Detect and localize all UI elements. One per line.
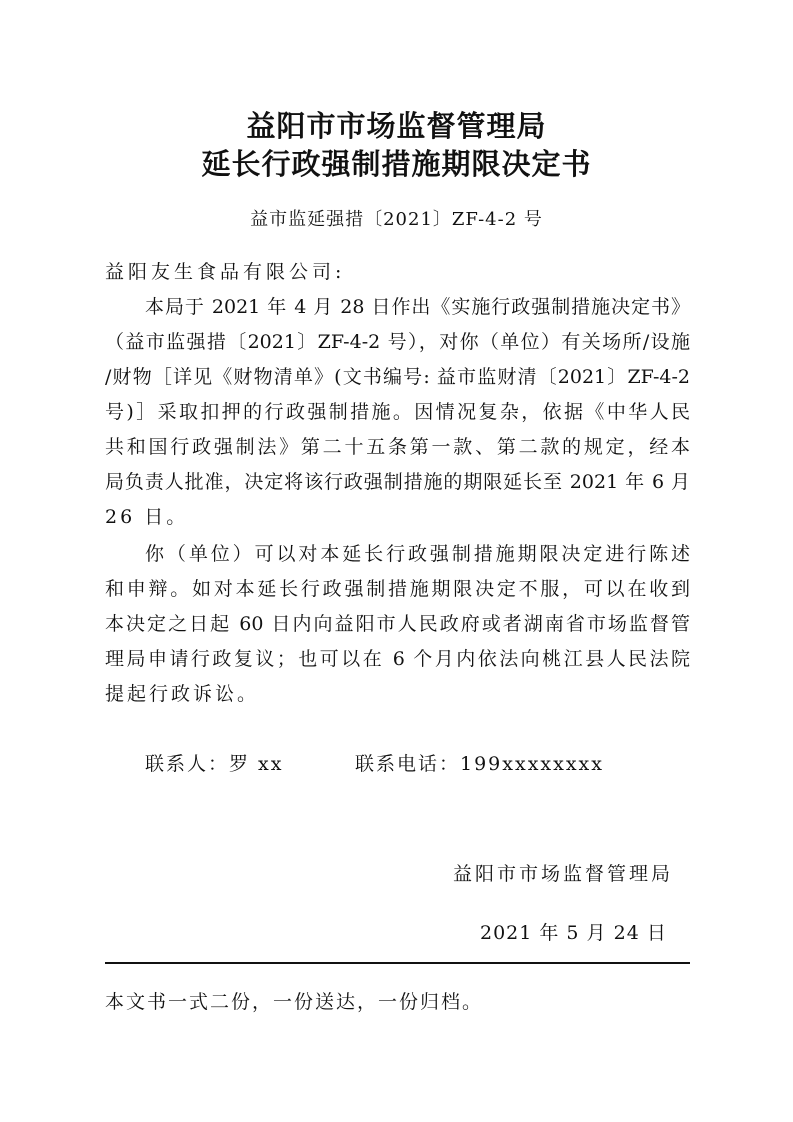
paragraph-line: 26 日。 <box>105 506 189 528</box>
recipient: 益阳友生食品有限公司: <box>105 261 346 283</box>
paragraph-line: （益市监强措〔2021〕ZF-4-2 号），对你（单位）有关场所/设施 <box>105 331 690 353</box>
paragraph-line: 你（单位）可以对本延长行政强制措施期限决定进行陈述 <box>145 543 690 565</box>
document-number: 益市监延强措〔2021〕ZF-4-2 号 <box>250 209 543 230</box>
paragraph-line: 局负责人批准，决定将该行政强制措施的期限延长至 2021 年 6 月 <box>105 471 690 493</box>
footer-note: 本文书一式二份，一份送达，一份归档。 <box>105 991 484 1013</box>
divider <box>105 962 690 964</box>
signature-date: 2021 年 5 月 24 日 <box>480 922 667 944</box>
paragraph-line: 理局申请行政复议；也可以在 6 个月内依法向桃江县人民法院 <box>105 648 690 670</box>
paragraph-line: 提起行政诉讼。 <box>105 683 260 705</box>
paragraph-line: 共和国行政强制法》第二十五条第一款、第二款的规定，经本 <box>105 436 690 458</box>
paragraph-line: 号)］采取扣押的行政强制措施。因情况复杂，依据《中华人民 <box>105 401 690 423</box>
paragraph-line: 本决定之日起 60 日内向益阳市人民政府或者湖南省市场监督管 <box>105 613 690 635</box>
title-line-1: 益阳市市场监督管理局 <box>246 109 547 143</box>
contact-phone: 联系电话：199xxxxxxxx <box>355 753 604 775</box>
signature-org: 益阳市市场监督管理局 <box>453 863 674 885</box>
title-line-2: 延长行政强制措施期限决定书 <box>201 147 592 181</box>
paragraph-line: 本局于 2021 年 4 月 28 日作出《实施行政强制措施决定书》 <box>145 296 690 318</box>
paragraph-line: /财物［详见《财物清单》(文书编号: 益市监财清〔2021〕ZF-4-2 <box>105 366 690 388</box>
paragraph-line: 和申辩。如对本延长行政强制措施期限决定不服，可以在收到 <box>105 578 690 600</box>
contact-person: 联系人：罗 xx <box>145 753 284 775</box>
